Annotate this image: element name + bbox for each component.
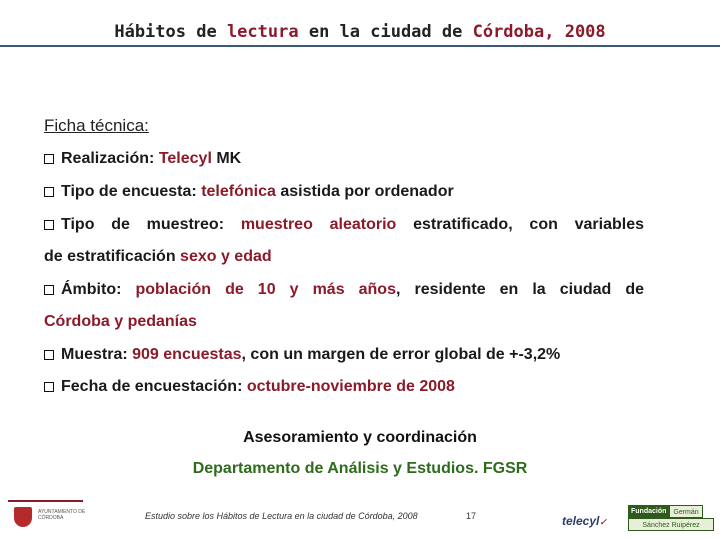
ayuntamiento-logo-text: AYUNTAMIENTO DE CÓRDOBA bbox=[38, 509, 86, 521]
fgsr-logo: Fundación Germán Sánchez Ruipérez bbox=[628, 505, 714, 531]
title-part-3: en la ciudad de bbox=[298, 22, 473, 42]
title-divider bbox=[0, 45, 720, 47]
item-fecha: Fecha de encuestación: octubre-noviembre de 2008 bbox=[44, 378, 455, 396]
ayuntamiento-logo bbox=[10, 505, 90, 529]
item-realizacion: Realización: Telecyl MK bbox=[44, 150, 241, 168]
advisory-department: Departamento de Análisis y Estudios. FGSR bbox=[192, 460, 528, 477]
checkbox-bullet-icon bbox=[44, 154, 54, 164]
advisory-heading: Asesoramiento y coordinación bbox=[243, 429, 477, 446]
checkbox-bullet-icon bbox=[44, 220, 54, 230]
checkbox-bullet-icon bbox=[44, 382, 54, 392]
page-number: 17 bbox=[466, 511, 477, 521]
checkbox-bullet-icon bbox=[44, 285, 54, 295]
slide-title bbox=[0, 22, 720, 42]
title-part-1: Hábitos de bbox=[114, 22, 227, 42]
item-tipo-muestreo: Tipo de muestreo: muestreo aleatorio estratificado, con variables bbox=[44, 216, 644, 234]
title-part-2: lectura bbox=[226, 22, 299, 42]
coat-of-arms-icon bbox=[14, 507, 32, 527]
item-muestra: Muestra: 909 encuestas, con un margen de error global de +-3,2% bbox=[44, 346, 560, 364]
checkbox-bullet-icon bbox=[44, 350, 54, 360]
telecyl-logo: telecyl✓ bbox=[562, 514, 607, 528]
footer-study-title: Estudio sobre los Hábitos de Lectura en la ciudad de Córdoba, 2008 bbox=[145, 511, 418, 521]
telecyl-mark-icon: ✓ bbox=[599, 517, 607, 527]
checkbox-bullet-icon bbox=[44, 187, 54, 197]
title-part-4: Córdoba, 2008 bbox=[472, 22, 606, 42]
ficha-heading: Ficha técnica: bbox=[44, 116, 149, 135]
item-ambito-line2: Córdoba y pedanías bbox=[44, 313, 197, 330]
item-tipo-encuesta: Tipo de encuesta: telefónica asistida por ordenador bbox=[44, 183, 454, 201]
footer-accent-line bbox=[8, 500, 83, 502]
item-tipo-muestreo-line2: de estratificación sexo y edad bbox=[44, 248, 272, 265]
item-ambito: Ámbito: población de 10 y más años, residente en la ciudad de bbox=[44, 281, 644, 299]
